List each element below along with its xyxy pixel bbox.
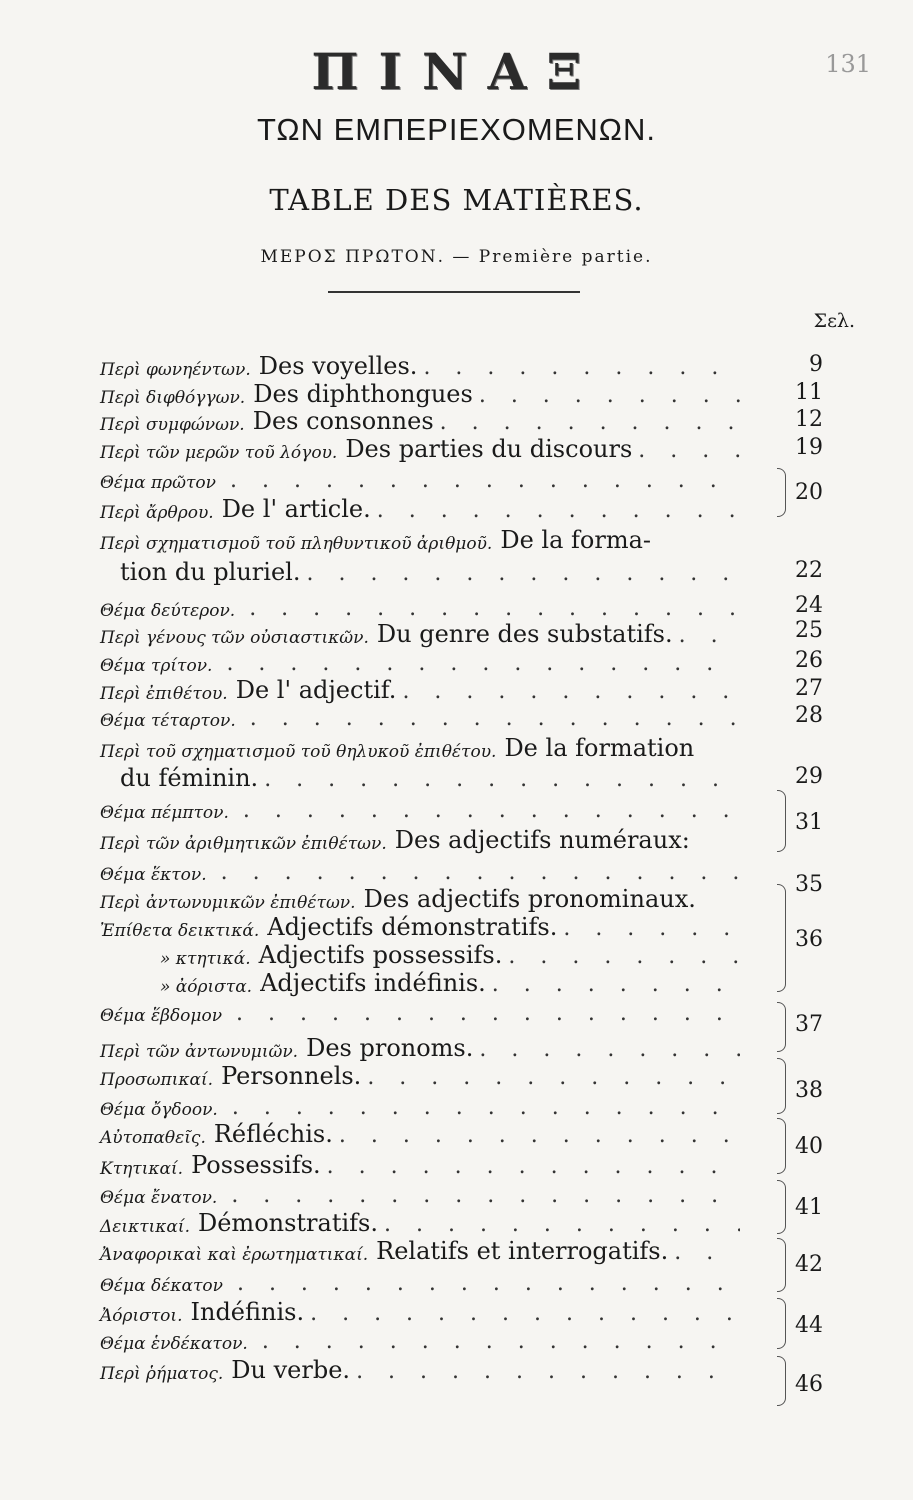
toc-entry — [100, 885, 740, 913]
toc-entry — [100, 734, 740, 762]
entry-french: tion du pluriel. — [120, 558, 301, 586]
entry-greek: Περὶ ῥήματος. — [100, 1364, 224, 1384]
toc-entry — [100, 495, 740, 523]
entry-page-number: 9 — [809, 352, 823, 377]
toc-entry — [100, 795, 740, 823]
leader-dots — [377, 498, 740, 523]
entry-greek: Περὶ ἐπιθέτου. — [100, 684, 228, 704]
entry-greek: Περὶ τοῦ σχηματισμοῦ τοῦ θηλυκοῦ ἐπιθέτου. — [100, 742, 497, 762]
entry-greek: » κτητικά. — [160, 949, 251, 969]
leader-dots — [230, 468, 740, 493]
entry-page-number: 46 — [795, 1372, 823, 1397]
entry-french: Personnels. — [221, 1062, 362, 1090]
toc-entry — [100, 1356, 740, 1384]
entry-french: Du genre des substatifs. — [376, 620, 673, 648]
entry-greek: Περὶ τῶν ἀριθμητικῶν ἐπιθέτων. — [100, 834, 387, 854]
toc-entry — [100, 1298, 740, 1326]
entry-page-number: 24 — [795, 593, 823, 618]
toc-entry — [100, 913, 740, 941]
leader-dots — [674, 1240, 740, 1265]
entry-page-number: 40 — [795, 1134, 823, 1159]
part-heading: ΜΕΡΟΣ ΠΡΩΤΟΝ. — Première partie. — [260, 247, 653, 267]
toc-entry — [100, 1151, 740, 1179]
entry-page-number: 19 — [795, 435, 823, 460]
entry-greek: Θέμα πρῶτον — [100, 473, 216, 493]
leader-dots — [638, 438, 740, 463]
entry-greek: Περὶ σχηματισμοῦ τοῦ πληθυντικοῦ ἀριθμοῦ. — [100, 534, 493, 554]
entry-greek: Αὐτοπαθεῖς. — [100, 1128, 206, 1148]
toc-entry — [100, 465, 740, 493]
toc-entry — [100, 1237, 740, 1265]
page-column-header: Σελ. — [813, 310, 855, 332]
grouping-brace — [777, 1298, 786, 1349]
toc-entry — [100, 1326, 740, 1354]
entry-page-number: 12 — [795, 407, 823, 432]
leader-dots — [384, 1212, 740, 1237]
entry-page-number: 20 — [795, 480, 823, 505]
leader-dots — [423, 355, 740, 380]
entry-french: Des pronoms. — [306, 1034, 474, 1062]
entry-french: Des voyelles. — [258, 352, 418, 380]
entry-page-number: 22 — [795, 558, 823, 583]
entry-french: Des consonnes — [252, 407, 434, 435]
entry-french: Des parties du discours — [345, 435, 633, 463]
entry-french: Adjectifs possessifs. — [258, 941, 503, 969]
entry-greek: Θέμα τρίτον. — [100, 656, 213, 676]
leader-dots — [508, 944, 740, 969]
toc-entry — [100, 1209, 740, 1237]
entry-page-number: 42 — [795, 1252, 823, 1277]
toc-entry — [100, 703, 740, 731]
entry-greek: Περὶ φωνηέντων. — [100, 360, 251, 380]
entry-greek: Θέμα ἑνδέκατον. — [100, 1334, 248, 1354]
toc-entry — [100, 593, 740, 621]
entry-greek: Θέμα τέταρτον. — [100, 711, 236, 731]
toc-entry — [100, 1034, 740, 1062]
entry-greek: Ἀόριστοι. — [100, 1306, 183, 1326]
page-number: 131 — [825, 50, 871, 78]
leader-dots — [306, 561, 740, 586]
grouping-brace — [777, 1356, 786, 1406]
entry-greek: Θέμα ἕβδομον — [100, 1006, 223, 1026]
grouping-brace — [777, 1118, 786, 1174]
entry-page-number: 38 — [795, 1078, 823, 1103]
grouping-brace — [777, 884, 786, 992]
entry-page-number: 31 — [795, 810, 823, 835]
toc-entry — [100, 1180, 740, 1208]
leader-dots — [679, 623, 740, 648]
toc-entry — [100, 969, 740, 997]
entry-greek: Θέμα ἔνατον. — [100, 1188, 218, 1208]
toc-entry — [100, 857, 740, 885]
entry-french: De l' adjectif. — [235, 676, 397, 704]
toc-entry — [100, 558, 740, 586]
entry-french: du féminin. — [120, 764, 259, 792]
leader-dots — [402, 679, 740, 704]
entry-greek: Δεικτικαί. — [100, 1217, 190, 1237]
entry-greek: Κτητικαί. — [100, 1159, 184, 1179]
leader-dots — [356, 1359, 740, 1384]
entry-french: Indéfinis. — [190, 1298, 305, 1326]
entry-page-number: 35 — [795, 872, 823, 897]
entry-greek: Θέμα δεύτερον. — [100, 601, 236, 621]
toc-entry — [100, 352, 740, 380]
entry-greek: Ἐπίθετα δεικτικά. — [100, 921, 260, 941]
grouping-brace — [777, 790, 786, 852]
leader-dots — [310, 1301, 740, 1326]
toc-entry — [100, 1120, 740, 1148]
grouping-brace — [777, 1238, 786, 1292]
leader-dots — [221, 860, 740, 885]
page-subtitle: ΤΩΝ ΕΜΠΕΡΙΕΧΟΜΕΝΩΝ. — [257, 112, 656, 147]
entry-greek: Περὶ γένους τῶν οὐσιαστικῶν. — [100, 628, 369, 648]
toc-entry — [100, 435, 740, 463]
leader-dots — [249, 596, 740, 621]
entry-page-number: 37 — [795, 1012, 823, 1037]
entry-page-number: 41 — [795, 1195, 823, 1220]
page-title: ΠΙΝΑΞ — [311, 42, 602, 101]
toc-entry — [100, 526, 740, 554]
toc-entry — [100, 620, 740, 648]
leader-dots — [479, 1037, 740, 1062]
leader-dots — [232, 1095, 740, 1120]
grouping-brace — [777, 468, 786, 517]
entry-greek: Θέμα ἕκτον. — [100, 865, 207, 885]
leader-dots — [226, 651, 740, 676]
leader-dots — [262, 1329, 740, 1354]
entry-page-number: 29 — [795, 764, 823, 789]
toc-entry — [100, 1092, 740, 1120]
leader-dots — [264, 767, 740, 792]
toc-entry — [100, 380, 740, 408]
leader-dots — [243, 798, 740, 823]
entry-greek: Θέμα πέμπτον. — [100, 803, 229, 823]
entry-french: Adjectifs indéfinis. — [260, 969, 486, 997]
entry-french: Des diphthongues — [253, 380, 473, 408]
toc-entry — [100, 826, 740, 854]
leader-dots — [231, 1183, 740, 1208]
leader-dots — [367, 1065, 740, 1090]
entry-greek: Περὶ διφθόγγων. — [100, 388, 246, 408]
entry-greek: Περὶ συμφώνων. — [100, 415, 245, 435]
entry-greek: Θέμα δέκατον — [100, 1276, 223, 1296]
entry-greek: Θέμα ὄγδοον. — [100, 1100, 218, 1120]
toc-entry — [100, 648, 740, 676]
entry-french: De la formation — [504, 734, 695, 762]
entry-greek: Περὶ ἀντωνυμικῶν ἐπιθέτων. — [100, 893, 356, 913]
entry-french: Démonstratifs. — [197, 1209, 378, 1237]
entry-page-number: 36 — [795, 927, 823, 952]
leader-dots — [237, 1271, 740, 1296]
entry-greek: Περὶ τῶν μερῶν τοῦ λόγου. — [100, 443, 338, 463]
entry-page-number: 26 — [795, 648, 823, 673]
leader-dots — [327, 1154, 740, 1179]
entry-greek: Περὶ τῶν ἀντωνυμιῶν. — [100, 1042, 299, 1062]
entry-greek: Προσωπικαί. — [100, 1070, 214, 1090]
entry-french: De la forma- — [500, 526, 651, 554]
grouping-brace — [777, 1002, 786, 1052]
leader-dots — [479, 383, 740, 408]
grouping-brace — [777, 1180, 786, 1234]
entry-french: Du verbe. — [231, 1356, 351, 1384]
leader-dots — [236, 1001, 740, 1026]
toc-entry — [100, 998, 740, 1026]
entry-greek: Περὶ ἄρθρου. — [100, 503, 214, 523]
entry-french: Relatifs et interrogatifs. — [376, 1237, 669, 1265]
entry-french: Adjectifs démonstratifs. — [267, 913, 558, 941]
entry-french: Possessifs. — [191, 1151, 321, 1179]
entry-french: De l' article. — [221, 495, 371, 523]
french-title: TABLE DES MATIÈRES. — [269, 183, 644, 217]
entry-french: Des adjectifs numéraux: — [394, 826, 690, 854]
entry-page-number: 27 — [795, 676, 823, 701]
leader-dots — [563, 916, 740, 941]
entry-page-number: 28 — [795, 703, 823, 728]
entry-greek: » ἀόριστα. — [160, 977, 253, 997]
toc-entry — [100, 941, 740, 969]
entry-french: Des adjectifs pronominaux. — [363, 885, 696, 913]
toc-entry — [100, 676, 740, 704]
leader-dots — [339, 1123, 740, 1148]
toc-entry — [100, 1268, 740, 1296]
leader-dots — [250, 706, 740, 731]
leader-dots — [440, 410, 740, 435]
grouping-brace — [777, 1058, 786, 1114]
toc-entry — [100, 1062, 740, 1090]
entry-french: Réfléchis. — [213, 1120, 333, 1148]
toc-entry — [100, 407, 740, 435]
leader-dots — [492, 972, 740, 997]
toc-entry — [100, 764, 740, 792]
entry-greek: Ἀναφορικαὶ καὶ ἐρωτηματικαί. — [100, 1245, 369, 1265]
entry-page-number: 25 — [795, 618, 823, 643]
entry-page-number: 11 — [795, 380, 823, 405]
entry-page-number: 44 — [795, 1313, 823, 1338]
